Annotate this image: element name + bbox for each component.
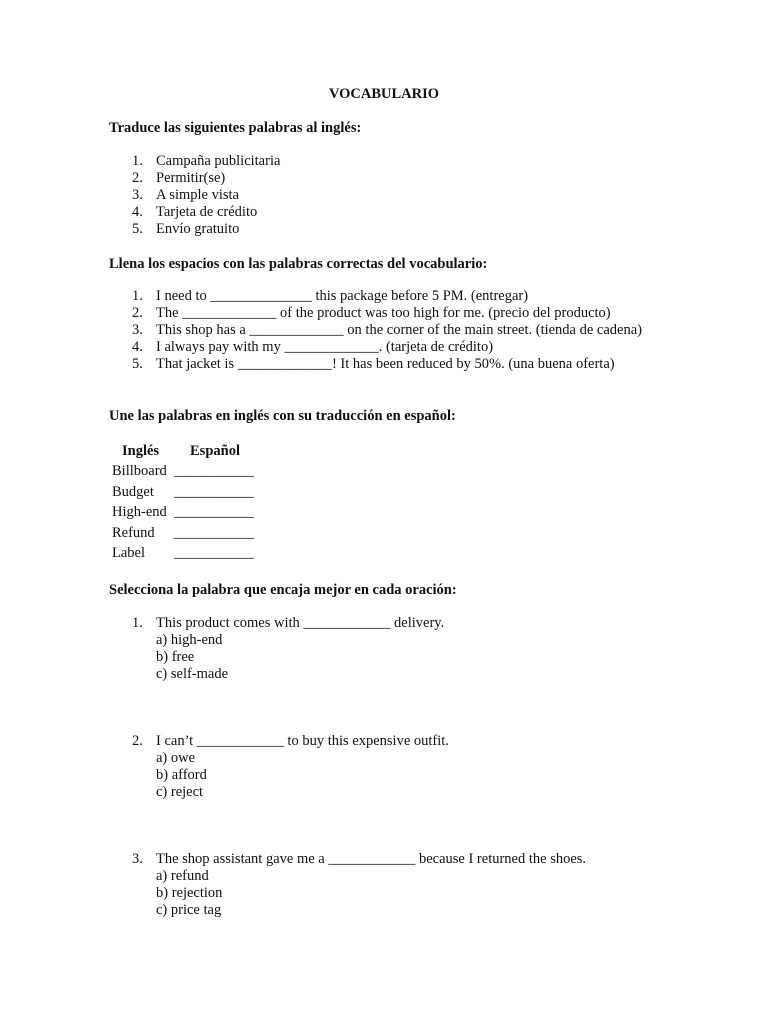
question-stem: I can’t ____________ to buy this expensive outfit. bbox=[156, 733, 449, 749]
answer-blank: ___________ bbox=[174, 525, 254, 541]
answer-blank: ___________ bbox=[174, 545, 254, 561]
item-number: 5. bbox=[132, 221, 143, 237]
list-item bbox=[0, 305, 656, 322]
answer-blank: ___________ bbox=[174, 484, 254, 500]
question-number: 1. bbox=[132, 615, 143, 631]
item-number: 3. bbox=[132, 322, 143, 338]
english-word: Refund bbox=[112, 525, 155, 541]
item-number: 5. bbox=[132, 356, 143, 372]
item-text: A simple vista bbox=[156, 187, 239, 203]
match-row bbox=[112, 545, 254, 562]
item-number: 2. bbox=[132, 170, 143, 186]
item-number: 4. bbox=[132, 204, 143, 220]
answer-option: a) refund bbox=[156, 868, 209, 884]
section-3-heading: Une las palabras en inglés con su traducción en español: bbox=[109, 408, 456, 424]
column-header-ingles: Inglés bbox=[122, 443, 160, 459]
answer-option: c) price tag bbox=[156, 902, 222, 918]
match-row bbox=[112, 484, 254, 501]
list-item bbox=[0, 204, 656, 221]
item-number: 3. bbox=[132, 187, 143, 203]
fill-blanks-list bbox=[0, 288, 768, 373]
item-text: Tarjeta de crédito bbox=[156, 204, 258, 220]
english-word: High-end bbox=[112, 504, 167, 520]
answer-option: b) rejection bbox=[156, 885, 223, 901]
english-word: Label bbox=[112, 545, 146, 561]
answer-option: c) self-made bbox=[156, 666, 229, 682]
english-word: Billboard bbox=[112, 463, 167, 479]
match-row bbox=[112, 504, 254, 521]
section-4-heading: Selecciona la palabra que encaja mejor en cada oración: bbox=[109, 582, 457, 598]
match-row bbox=[112, 463, 254, 480]
column-header-espanol: Español bbox=[190, 443, 240, 459]
answer-option: b) afford bbox=[156, 767, 207, 783]
match-row bbox=[112, 525, 254, 542]
item-text: Permitir(se) bbox=[156, 170, 226, 186]
item-text: I need to ______________ this package before 5 PM. (entregar) bbox=[156, 288, 529, 304]
answer-blank: ___________ bbox=[174, 463, 254, 479]
item-number: 4. bbox=[132, 339, 143, 355]
item-text: I always pay with my _____________. (tarjeta de crédito) bbox=[156, 339, 494, 355]
answer-option: c) reject bbox=[156, 784, 204, 800]
answer-blank: ___________ bbox=[174, 504, 254, 520]
page-title: VOCABULARIO bbox=[328, 86, 440, 102]
question-number: 3. bbox=[132, 851, 143, 867]
question-stem: This product comes with ____________ delivery. bbox=[156, 615, 445, 631]
list-item bbox=[0, 356, 656, 373]
list-item bbox=[0, 187, 656, 204]
list-item bbox=[0, 170, 656, 187]
section-1-heading: Traduce las siguientes palabras al inglés: bbox=[109, 120, 362, 136]
answer-option: a) high-end bbox=[156, 632, 223, 648]
item-number: 2. bbox=[132, 305, 143, 321]
item-text: That jacket is _____________! It has been reduced by 50%. (una buena oferta) bbox=[156, 356, 615, 372]
item-number: 1. bbox=[132, 288, 143, 304]
question-number: 2. bbox=[132, 733, 143, 749]
section-2-heading: Llena los espacios con las palabras correctas del vocabulario: bbox=[109, 256, 488, 272]
list-item bbox=[0, 153, 656, 170]
question-stem: The shop assistant gave me a ____________ because I returned the shoes. bbox=[156, 851, 587, 867]
list-item bbox=[0, 288, 656, 305]
list-item bbox=[0, 221, 656, 238]
answer-option: a) owe bbox=[156, 750, 196, 766]
item-number: 1. bbox=[132, 153, 143, 169]
english-word: Budget bbox=[112, 484, 154, 500]
item-text: Envío gratuito bbox=[156, 221, 240, 237]
translation-list bbox=[0, 153, 768, 238]
item-text: This shop has a _____________ on the corner of the main street. (tienda de cadena) bbox=[156, 322, 643, 338]
list-item bbox=[0, 322, 656, 339]
item-text: Campaña publicitaria bbox=[156, 153, 281, 169]
item-text: The _____________ of the product was too high for me. (precio del producto) bbox=[156, 305, 611, 321]
answer-option: b) free bbox=[156, 649, 195, 665]
list-item bbox=[0, 339, 656, 356]
